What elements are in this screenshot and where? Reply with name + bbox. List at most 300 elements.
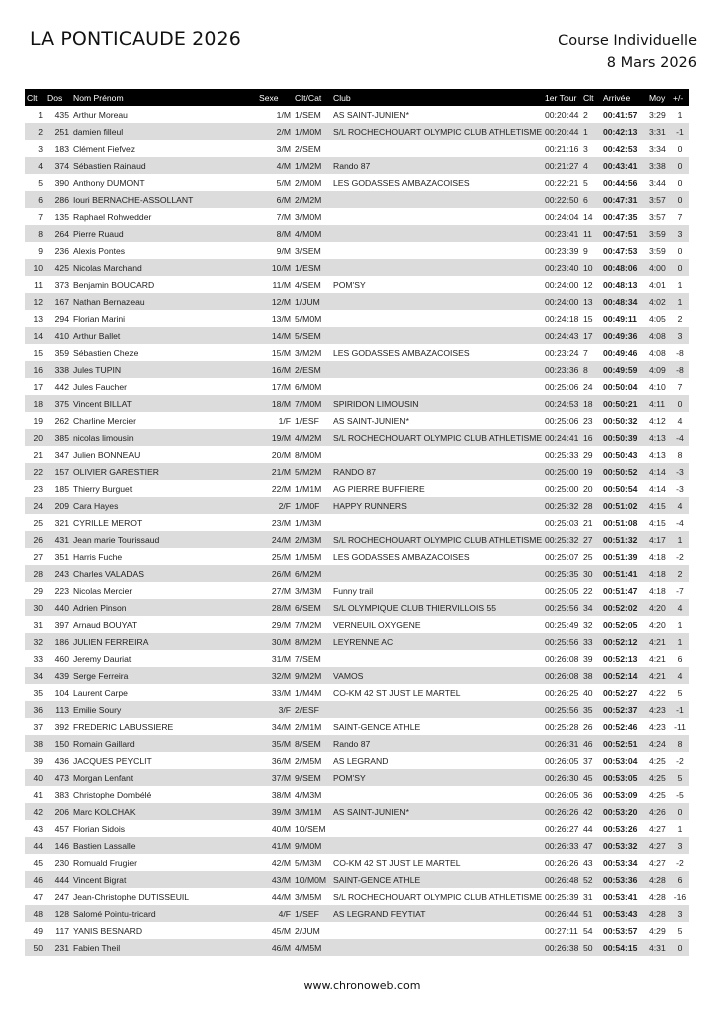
table-row bbox=[25, 463, 689, 480]
cat-rank-cell: 6/M2M bbox=[293, 565, 331, 582]
table-row bbox=[25, 905, 689, 922]
name-cell: Emilie Soury bbox=[71, 701, 257, 718]
first-lap-cell: 00:26:31 bbox=[543, 735, 581, 752]
sex-rank-cell: 4/M bbox=[257, 157, 293, 174]
rank-cell: 37 bbox=[33, 721, 43, 732]
table-row bbox=[25, 361, 689, 378]
name-cell: Charline Mercier bbox=[73, 415, 137, 426]
lap-rank-cell: 46 bbox=[581, 735, 601, 752]
rank-cell: 14 bbox=[25, 327, 45, 344]
pace-cell: 4:27 bbox=[649, 823, 666, 834]
lap-rank-cell: 54 bbox=[583, 925, 593, 936]
name-cell: JULIEN FERREIRA bbox=[71, 633, 257, 650]
sex-rank-cell: 10/M bbox=[257, 259, 293, 276]
club-cell bbox=[331, 939, 543, 956]
first-lap-cell: 00:25:07 bbox=[545, 551, 579, 562]
sex-rank-cell: 24/M bbox=[257, 531, 293, 548]
cat-rank-cell: 6/M0M bbox=[295, 381, 322, 392]
movement-cell: -4 bbox=[671, 429, 689, 446]
lap-rank-cell: 16 bbox=[581, 429, 601, 446]
table-row bbox=[25, 497, 689, 514]
table-row bbox=[25, 225, 689, 242]
rank-cell: 39 bbox=[33, 755, 43, 766]
cat-rank-cell: 1/ESF bbox=[295, 415, 319, 426]
sex-rank-cell: 31/M bbox=[271, 653, 291, 664]
first-lap-cell: 00:20:44 bbox=[545, 109, 579, 120]
cat-rank-cell: 10/M0M bbox=[293, 871, 331, 888]
col-header-clt-cat: Clt/Cat bbox=[293, 89, 331, 106]
cat-rank-cell: 1/M4M bbox=[295, 687, 322, 698]
name-cell: Jean marie Tourissaud bbox=[71, 531, 257, 548]
name-cell: Nathan Bernazeau bbox=[71, 293, 257, 310]
movement-cell: 0 bbox=[671, 259, 689, 276]
table-row bbox=[25, 429, 689, 446]
name-cell: Salomé Pointu-tricard bbox=[71, 905, 257, 922]
bib-cell: 243 bbox=[45, 565, 71, 582]
sex-rank-cell: 15/M bbox=[271, 347, 291, 358]
club-cell bbox=[331, 701, 543, 718]
cat-rank-cell: 1/M5M bbox=[295, 551, 322, 562]
club-cell bbox=[331, 327, 543, 344]
first-lap-cell: 00:25:00 bbox=[545, 483, 579, 494]
pace-cell: 4:23 bbox=[649, 721, 666, 732]
pace-cell: 4:08 bbox=[647, 327, 671, 344]
first-lap-cell: 00:25:28 bbox=[545, 721, 579, 732]
club-cell: S/L ROCHECHOUART OLYMPIC CLUB ATHLETISME bbox=[331, 429, 543, 446]
rank-cell: 47 bbox=[33, 891, 43, 902]
club-cell bbox=[331, 310, 543, 327]
cat-rank-cell: 2/ESF bbox=[293, 701, 331, 718]
name-cell: Vincent BILLAT bbox=[71, 395, 257, 412]
rank-cell: 4 bbox=[25, 157, 45, 174]
table-row bbox=[25, 599, 689, 616]
cat-rank-cell: 8/M0M bbox=[295, 449, 322, 460]
bib-cell: 410 bbox=[45, 327, 71, 344]
lap-rank-cell: 2 bbox=[583, 109, 588, 120]
table-row bbox=[25, 565, 689, 582]
club-cell: VAMOS bbox=[331, 667, 543, 684]
sex-rank-cell: 38/M bbox=[271, 789, 291, 800]
lap-rank-cell: 18 bbox=[581, 395, 601, 412]
lap-rank-cell: 8 bbox=[581, 361, 601, 378]
movement-cell: -5 bbox=[676, 789, 684, 800]
lap-rank-cell: 33 bbox=[581, 633, 601, 650]
lap-rank-cell: 11 bbox=[581, 225, 601, 242]
finish-time-cell: 00:50:04 bbox=[603, 381, 638, 392]
name-cell: Anthony DUMONT bbox=[73, 177, 145, 188]
bib-cell: 460 bbox=[54, 653, 69, 664]
movement-cell: 0 bbox=[677, 143, 683, 154]
finish-time-cell: 00:53:26 bbox=[603, 823, 638, 834]
table-row bbox=[25, 310, 689, 327]
movement-cell: 3 bbox=[671, 905, 689, 922]
first-lap-cell: 00:25:06 bbox=[545, 381, 579, 392]
lap-rank-cell: 26 bbox=[583, 721, 593, 732]
pace-cell: 4:25 bbox=[649, 789, 666, 800]
first-lap-cell: 00:26:30 bbox=[543, 769, 581, 786]
finish-time-cell: 00:50:52 bbox=[601, 463, 647, 480]
bib-cell: 431 bbox=[45, 531, 71, 548]
name-cell: Jules Faucher bbox=[73, 381, 127, 392]
finish-time-cell: 00:51:32 bbox=[601, 531, 647, 548]
col-header-movement: +/- bbox=[671, 89, 689, 106]
name-cell: Morgan Lenfant bbox=[71, 769, 257, 786]
rank-cell: 23 bbox=[33, 483, 43, 494]
finish-time-cell: 00:53:41 bbox=[603, 891, 638, 902]
bib-cell: 183 bbox=[54, 143, 69, 154]
name-cell: damien filleul bbox=[71, 123, 257, 140]
cat-rank-cell: 2/M0M bbox=[295, 177, 322, 188]
bib-cell: 167 bbox=[45, 293, 71, 310]
movement-cell: 0 bbox=[671, 803, 689, 820]
cat-rank-cell: 4/M0M bbox=[293, 225, 331, 242]
lap-rank-cell: 43 bbox=[583, 857, 593, 868]
movement-cell: 1 bbox=[677, 109, 683, 120]
table-row bbox=[25, 939, 689, 956]
table-row bbox=[25, 548, 689, 565]
club-cell bbox=[331, 208, 543, 225]
cat-rank-cell: 7/M2M bbox=[295, 619, 322, 630]
sex-rank-cell: 44/M bbox=[271, 891, 291, 902]
lap-rank-cell: 12 bbox=[583, 279, 593, 290]
finish-time-cell: 00:52:27 bbox=[603, 687, 638, 698]
name-cell: Thierry Burguet bbox=[73, 483, 133, 494]
club-cell: AS LEGRAND bbox=[333, 755, 389, 766]
name-cell: Raphael Rohwedder bbox=[73, 211, 152, 222]
cat-rank-cell: 7/M0M bbox=[293, 395, 331, 412]
sex-rank-cell: 37/M bbox=[257, 769, 293, 786]
movement-cell: -11 bbox=[674, 721, 686, 732]
bib-cell: 230 bbox=[54, 857, 69, 868]
bib-cell: 262 bbox=[54, 415, 69, 426]
club-cell bbox=[331, 242, 543, 259]
movement-cell: 4 bbox=[671, 497, 689, 514]
rank-cell: 46 bbox=[25, 871, 45, 888]
bib-cell: 236 bbox=[54, 245, 69, 256]
finish-time-cell: 00:42:53 bbox=[603, 143, 638, 154]
lap-rank-cell: 24 bbox=[583, 381, 593, 392]
finish-time-cell: 00:52:02 bbox=[601, 599, 647, 616]
pace-cell: 4:28 bbox=[647, 871, 671, 888]
rank-cell: 40 bbox=[25, 769, 45, 786]
sex-rank-cell: 23/M bbox=[271, 517, 291, 528]
lap-rank-cell: 22 bbox=[583, 585, 593, 596]
lap-rank-cell: 40 bbox=[583, 687, 593, 698]
sex-rank-cell: 2/M bbox=[257, 123, 293, 140]
cat-rank-cell: 9/SEM bbox=[293, 769, 331, 786]
sex-rank-cell: 21/M bbox=[257, 463, 293, 480]
table-header-row bbox=[25, 89, 689, 106]
rank-cell: 36 bbox=[25, 701, 45, 718]
pace-cell: 4:01 bbox=[649, 279, 666, 290]
sex-rank-cell: 35/M bbox=[257, 735, 293, 752]
sex-rank-cell: 34/M bbox=[271, 721, 291, 732]
table-row bbox=[25, 208, 689, 225]
movement-cell: -1 bbox=[671, 123, 689, 140]
club-cell: LES GODASSES AMBAZACOISES bbox=[333, 177, 470, 188]
bib-cell: 473 bbox=[45, 769, 71, 786]
cat-rank-cell: 8/SEM bbox=[293, 735, 331, 752]
first-lap-cell: 00:25:32 bbox=[543, 497, 581, 514]
pace-cell: 4:21 bbox=[647, 633, 671, 650]
lap-rank-cell: 15 bbox=[583, 313, 593, 324]
movement-cell: -1 bbox=[671, 701, 689, 718]
table-row bbox=[25, 922, 689, 939]
sex-rank-cell: 14/M bbox=[257, 327, 293, 344]
movement-cell: 4 bbox=[677, 415, 683, 426]
pace-cell: 4:25 bbox=[647, 769, 671, 786]
cat-rank-cell: 2/M5M bbox=[295, 755, 322, 766]
movement-cell: -2 bbox=[676, 551, 684, 562]
sex-rank-cell: 22/M bbox=[271, 483, 291, 494]
rank-cell: 44 bbox=[25, 837, 45, 854]
club-cell: AS SAINT-JUNIEN* bbox=[331, 803, 543, 820]
lap-rank-cell: 29 bbox=[583, 449, 593, 460]
club-cell: RANDO 87 bbox=[331, 463, 543, 480]
rank-cell: 6 bbox=[25, 191, 45, 208]
lap-rank-cell: 3 bbox=[583, 143, 588, 154]
first-lap-cell: 00:24:00 bbox=[543, 293, 581, 310]
first-lap-cell: 00:26:26 bbox=[545, 857, 579, 868]
cat-rank-cell: 4/M3M bbox=[295, 789, 322, 800]
pace-cell: 4:10 bbox=[649, 381, 666, 392]
pace-cell: 3:34 bbox=[649, 143, 666, 154]
pace-cell: 3:31 bbox=[647, 123, 671, 140]
name-cell: JACQUES PEYCLIT bbox=[73, 755, 152, 766]
first-lap-cell: 00:20:44 bbox=[543, 123, 581, 140]
lap-rank-cell: 9 bbox=[583, 245, 588, 256]
finish-time-cell: 00:50:21 bbox=[601, 395, 647, 412]
name-cell: Arthur Moreau bbox=[73, 109, 128, 120]
club-cell: S/L ROCHECHOUART OLYMPIC CLUB ATHLETISME bbox=[331, 531, 543, 548]
first-lap-cell: 00:26:05 bbox=[545, 789, 579, 800]
col-header-name: Nom Prénom bbox=[71, 89, 257, 106]
table-row bbox=[25, 344, 689, 361]
movement-cell: -16 bbox=[673, 891, 687, 902]
cat-rank-cell: 5/M2M bbox=[293, 463, 331, 480]
finish-time-cell: 00:50:54 bbox=[603, 483, 638, 494]
pace-cell: 4:02 bbox=[647, 293, 671, 310]
sex-rank-cell: 12/M bbox=[257, 293, 293, 310]
first-lap-cell: 00:21:27 bbox=[543, 157, 581, 174]
movement-cell: 3 bbox=[671, 327, 689, 344]
movement-cell: 5 bbox=[677, 687, 683, 698]
movement-cell: 8 bbox=[677, 449, 683, 460]
sex-rank-cell: 19/M bbox=[257, 429, 293, 446]
lap-rank-cell: 20 bbox=[583, 483, 593, 494]
sex-rank-cell: 26/M bbox=[257, 565, 293, 582]
pace-cell: 4:26 bbox=[647, 803, 671, 820]
sex-rank-cell: 27/M bbox=[271, 585, 291, 596]
pace-cell: 4:15 bbox=[647, 497, 671, 514]
pace-cell: 4:15 bbox=[649, 517, 666, 528]
bib-cell: 206 bbox=[45, 803, 71, 820]
table-row bbox=[25, 769, 689, 786]
bib-cell: 223 bbox=[54, 585, 69, 596]
rank-cell: 22 bbox=[25, 463, 45, 480]
finish-time-cell: 00:50:43 bbox=[603, 449, 638, 460]
bib-cell: 294 bbox=[54, 313, 69, 324]
col-header-finish: Arrivée bbox=[601, 89, 647, 106]
first-lap-cell: 00:26:27 bbox=[545, 823, 579, 834]
pace-cell: 4:27 bbox=[649, 857, 666, 868]
table-row bbox=[25, 718, 689, 735]
pace-cell: 4:00 bbox=[647, 259, 671, 276]
cat-rank-cell: 9/M0M bbox=[293, 837, 331, 854]
sex-rank-cell: 11/M bbox=[272, 279, 291, 290]
cat-rank-cell: 8/M2M bbox=[293, 633, 331, 650]
finish-time-cell: 00:52:37 bbox=[601, 701, 647, 718]
lap-rank-cell: 50 bbox=[581, 939, 601, 956]
club-cell: SAINT-GENCE ATHLE bbox=[333, 721, 421, 732]
bib-cell: 104 bbox=[54, 687, 69, 698]
table-row bbox=[25, 633, 689, 650]
rank-cell: 48 bbox=[25, 905, 45, 922]
movement-cell: 5 bbox=[677, 925, 683, 936]
sex-rank-cell: 6/M bbox=[257, 191, 293, 208]
bib-cell: 397 bbox=[54, 619, 69, 630]
club-cell: CO-KM 42 ST JUST LE MARTEL bbox=[333, 857, 461, 868]
finish-time-cell: 00:53:04 bbox=[603, 755, 638, 766]
first-lap-cell: 00:25:33 bbox=[545, 449, 579, 460]
sex-rank-cell: 3/M bbox=[276, 143, 291, 154]
bib-cell: 436 bbox=[54, 755, 69, 766]
sex-rank-cell: 33/M bbox=[271, 687, 291, 698]
sex-rank-cell: 46/M bbox=[257, 939, 293, 956]
col-header-pace: Moy bbox=[647, 89, 671, 106]
sex-rank-cell: 36/M bbox=[271, 755, 291, 766]
lap-rank-cell: 14 bbox=[583, 211, 593, 222]
rank-cell: 9 bbox=[38, 245, 43, 256]
cat-rank-cell: 3/M0M bbox=[295, 211, 322, 222]
cat-rank-cell: 1/M3M bbox=[295, 517, 322, 528]
col-header-sexe: Sexe bbox=[257, 89, 293, 106]
rank-cell: 41 bbox=[33, 789, 43, 800]
sex-rank-cell: 1/F bbox=[278, 415, 291, 426]
finish-time-cell: 00:48:06 bbox=[601, 259, 647, 276]
cat-rank-cell: 1/SEF bbox=[293, 905, 331, 922]
finish-time-cell: 00:53:34 bbox=[603, 857, 638, 868]
name-cell: Romuald Frugier bbox=[73, 857, 137, 868]
first-lap-cell: 00:21:16 bbox=[545, 143, 579, 154]
rank-cell: 17 bbox=[33, 381, 43, 392]
cat-rank-cell: 2/M2M bbox=[293, 191, 331, 208]
bib-cell: 135 bbox=[54, 211, 69, 222]
movement-cell: 1 bbox=[671, 633, 689, 650]
club-cell bbox=[331, 293, 543, 310]
movement-cell: 6 bbox=[677, 653, 683, 664]
club-cell bbox=[331, 361, 543, 378]
club-cell: S/L ROCHECHOUART OLYMPIC CLUB ATHLETISME bbox=[333, 891, 543, 902]
table-row bbox=[25, 327, 689, 344]
bib-cell: 351 bbox=[54, 551, 69, 562]
lap-rank-cell: 47 bbox=[581, 837, 601, 854]
bib-cell: 321 bbox=[54, 517, 69, 528]
sex-rank-cell: 30/M bbox=[257, 633, 293, 650]
movement-cell: 1 bbox=[677, 279, 683, 290]
first-lap-cell: 00:26:26 bbox=[543, 803, 581, 820]
pace-cell: 3:29 bbox=[649, 109, 666, 120]
finish-time-cell: 00:49:59 bbox=[601, 361, 647, 378]
cat-rank-cell: 1/M0F bbox=[293, 497, 331, 514]
movement-cell: 1 bbox=[677, 823, 683, 834]
club-cell: CO-KM 42 ST JUST LE MARTEL bbox=[333, 687, 461, 698]
rank-cell: 1 bbox=[38, 109, 43, 120]
movement-cell: 3 bbox=[671, 225, 689, 242]
movement-cell: 0 bbox=[671, 939, 689, 956]
table-row bbox=[25, 684, 689, 701]
bib-cell: 390 bbox=[54, 177, 69, 188]
rank-cell: 28 bbox=[25, 565, 45, 582]
cat-rank-cell: 3/M5M bbox=[295, 891, 322, 902]
sex-rank-cell: 4/F bbox=[257, 905, 293, 922]
club-cell bbox=[331, 259, 543, 276]
finish-time-cell: 00:52:12 bbox=[601, 633, 647, 650]
pace-cell: 4:22 bbox=[649, 687, 666, 698]
finish-time-cell: 00:52:14 bbox=[601, 667, 647, 684]
finish-time-cell: 00:51:08 bbox=[603, 517, 638, 528]
first-lap-cell: 00:25:49 bbox=[545, 619, 579, 630]
name-cell: Vincent Bigrat bbox=[71, 871, 257, 888]
bib-cell: 435 bbox=[54, 109, 69, 120]
club-cell bbox=[331, 786, 543, 803]
table-row bbox=[25, 106, 689, 123]
lap-rank-cell: 34 bbox=[581, 599, 601, 616]
club-cell: AG PIERRE BUFFIERE bbox=[333, 483, 425, 494]
bib-cell: 251 bbox=[45, 123, 71, 140]
cat-rank-cell: 4/M2M bbox=[293, 429, 331, 446]
cat-rank-cell: 2/SEM bbox=[295, 143, 321, 154]
movement-cell: 0 bbox=[677, 177, 683, 188]
first-lap-cell: 00:23:36 bbox=[543, 361, 581, 378]
sex-rank-cell: 7/M bbox=[276, 211, 291, 222]
name-cell: Pierre Ruaud bbox=[71, 225, 257, 242]
bib-cell: 128 bbox=[45, 905, 71, 922]
movement-cell: -7 bbox=[676, 585, 684, 596]
bib-cell: 425 bbox=[45, 259, 71, 276]
table-row bbox=[25, 854, 689, 871]
bib-cell: 383 bbox=[54, 789, 69, 800]
finish-time-cell: 00:52:46 bbox=[603, 721, 638, 732]
bib-cell: 146 bbox=[45, 837, 71, 854]
first-lap-cell: 00:24:43 bbox=[543, 327, 581, 344]
table-row bbox=[25, 786, 689, 803]
finish-time-cell: 00:53:43 bbox=[601, 905, 647, 922]
lap-rank-cell: 44 bbox=[583, 823, 593, 834]
first-lap-cell: 00:25:06 bbox=[545, 415, 579, 426]
lap-rank-cell: 35 bbox=[581, 701, 601, 718]
bib-cell: 231 bbox=[45, 939, 71, 956]
name-cell: Iouri BERNACHE-ASSOLLANT bbox=[71, 191, 257, 208]
first-lap-cell: 00:26:44 bbox=[543, 905, 581, 922]
sex-rank-cell: 8/M bbox=[257, 225, 293, 242]
finish-time-cell: 00:48:34 bbox=[601, 293, 647, 310]
cat-rank-cell: 7/SEM bbox=[295, 653, 321, 664]
name-cell: Jules TUPIN bbox=[71, 361, 257, 378]
first-lap-cell: 00:25:56 bbox=[543, 633, 581, 650]
cat-rank-cell: 10/SEM bbox=[295, 823, 326, 834]
sex-rank-cell: 39/M bbox=[257, 803, 293, 820]
bib-cell: 186 bbox=[45, 633, 71, 650]
club-cell: LES GODASSES AMBAZACOISES bbox=[333, 551, 470, 562]
cat-rank-cell: 5/SEM bbox=[293, 327, 331, 344]
name-cell: Clément Fiefvez bbox=[73, 143, 136, 154]
col-header-lap-rank: Clt bbox=[581, 89, 601, 106]
first-lap-cell: 00:25:35 bbox=[543, 565, 581, 582]
cat-rank-cell: 1/ESM bbox=[293, 259, 331, 276]
first-lap-cell: 00:23:41 bbox=[543, 225, 581, 242]
movement-cell: 0 bbox=[671, 191, 689, 208]
